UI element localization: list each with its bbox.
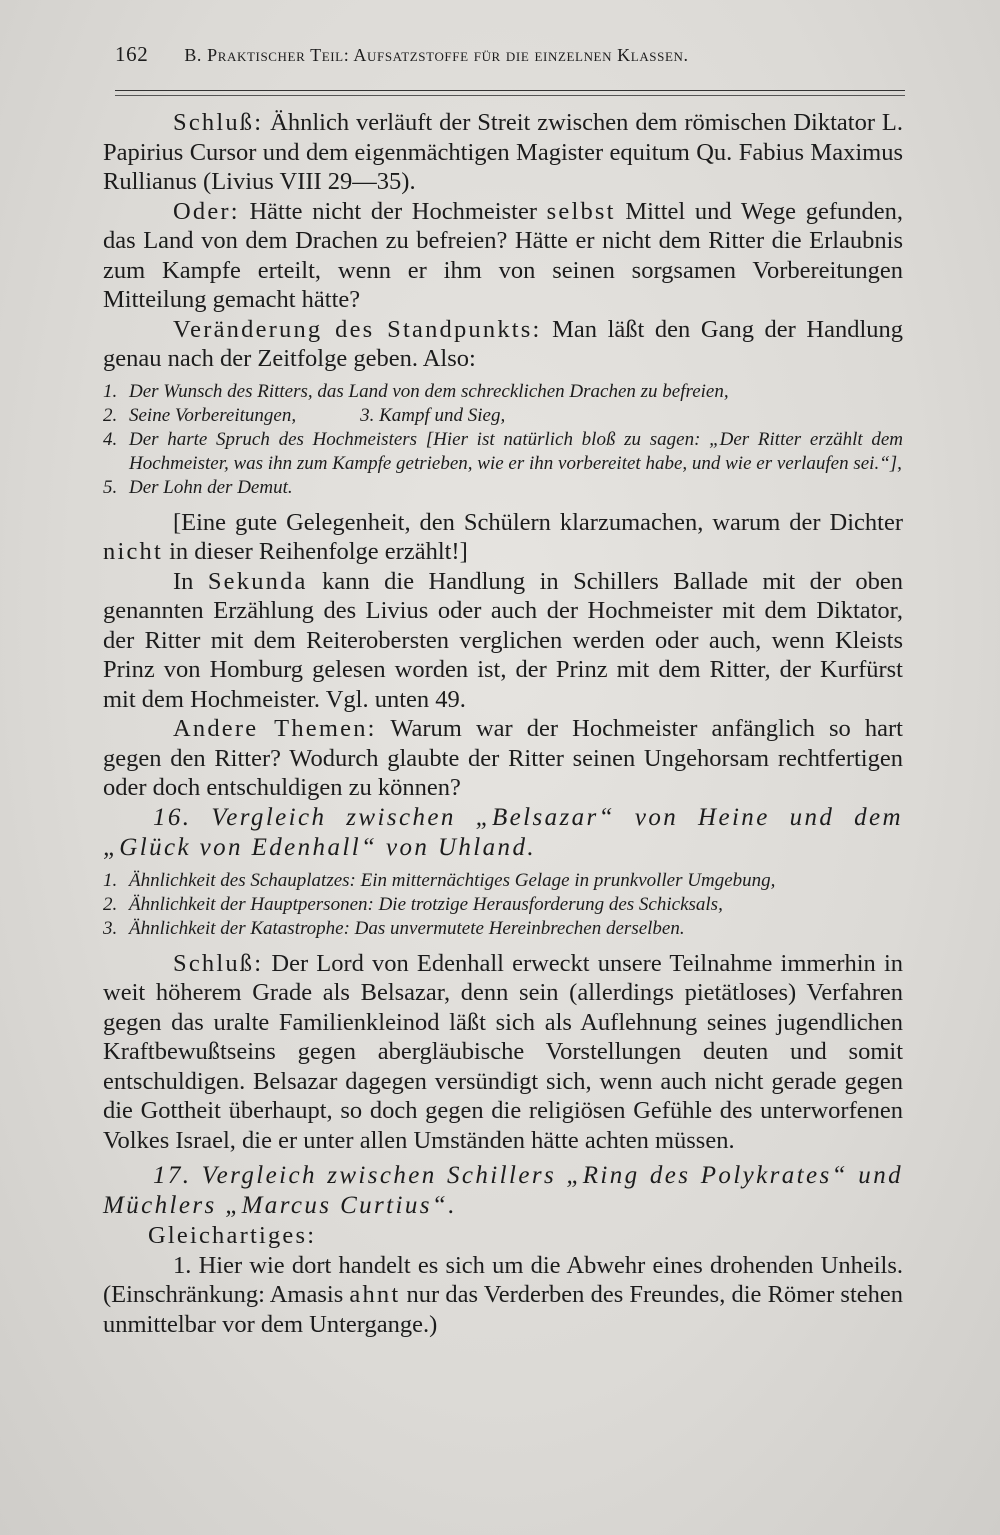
list-item: 2. Seine Vorbereitungen, 3. Kampf und Sieg, [103, 404, 506, 426]
list-item: 3. Ähnlichkeit der Katastrophe: Das unvermutete Hereinbrechen derselben. [103, 917, 685, 939]
list-aehnlichkeiten [103, 869, 903, 941]
list-item: 5. Der Lohn der Demut. [103, 476, 293, 498]
paragraph-schluss: Schluß: Ähnlich verläuft der Streit zwischen dem römischen Diktator L. Papirius Cursor und dem eigenmächtigen Magister equitum Qu. Fabius Maximus Rullianus (Livius VIII 29—35). [103, 109, 903, 195]
paragraph-gelegenheit: [Eine gute Gelegenheit, den Schülern klarzumachen, warum der Dichter nicht in dieser Reihenfolge erzählt!] [103, 508, 903, 565]
page-number: 162 [115, 42, 149, 66]
page-body [103, 108, 903, 1339]
label-andere-themen: Andere Themen: [173, 715, 377, 742]
label-gleichartiges: Gleichartiges: [148, 1222, 317, 1249]
paragraph-standpunkt: Veränderung des Standpunkts: Man läßt den Gang der Handlung genau nach der Zeitfolge geben. Also: [103, 315, 903, 372]
label-oder: Oder: [173, 197, 240, 225]
emphasis-nicht: nicht [103, 538, 163, 565]
section-heading-16: 16. Vergleich zwischen „Belsazar“ von Heine und dem „Glück von Edenhall“ von Uhland. [103, 803, 903, 861]
paragraph-sekunda: In Sekunda kann die Handlung in Schillers Ballade mit der oben genannten Erzählung des Livius oder auch der Hochmeister mit dem Diktator, der Ritter mit dem Reiterobersten verglichen werden oder auch, wenn Kleists Prinz von Homburg gelesen worden ist, der Prinz mit dem Ritter, der Kurfürst mit dem Hochmeister. Vgl. unten 49. [103, 567, 903, 713]
label-sekunda: Sekunda [207, 567, 308, 595]
list-item: 1. Der Wunsch des Ritters, das Land von dem schrecklichen Drachen zu befreien, [103, 380, 729, 402]
paragraph-schluss-edenhall: Schluß: Der Lord von Edenhall erweckt unsere Teilnahme immerhin in weit höherem Grade als Belsazar, denn sein (allerdings pietätloses) Verfahren gegen das uralte Familienkleinod läßt sich als Auflehnung seines jugendlichen Kraftbewußtseins gegen abergläubische Vorstellungen deuten und somit entschuldigen. Belsazar dagegen versündigt sich, wenn auch nicht gerade gegen die Gottheit überhaupt, so doch gegen die religiösen Gefühle des unterworfenen Volkes Israel, die er unter allen Umständen hätte achten müssen. [103, 949, 903, 1154]
label-schluss: Schluß: [173, 949, 264, 977]
list-item: 2. Ähnlichkeit der Hauptpersonen: Die trotzige Herausforderung des Schicksals, [103, 893, 723, 915]
section-heading-17: 17. Vergleich zwischen Schillers „Ring des Polykrates“ und Müchlers „Marcus Curtius“. [103, 1162, 903, 1219]
list-item: 4. Der harte Spruch des Hochmeisters [Hier ist natürlich bloß zu sagen: „Der Ritter erzählt dem Hochmeister, was ihn zum Kampfe getrieben, wie er ihn vorbereitet habe, und wie er verlaufen sei.“], [103, 428, 903, 474]
paragraph-andere-themen: Andere Themen: Warum war der Hochmeister anfänglich so hart gegen den Ritter? Wodurch glaubte der Ritter seinen Ungehorsam rechtfertigen oder doch entschuldigen zu können? [103, 715, 903, 801]
paragraph-oder: Oder: Hätte nicht der Hochmeister selbst Mittel und Wege gefunden, das Land von dem Drachen zu befreien? Hätte er nicht dem Ritter die Erlaubnis zum Kampfe erteilt, wenn er ihm von seinen sorgsamen Vorbereitungen Mitteilung gemacht hätte? [103, 197, 903, 313]
list-zeitfolge [103, 380, 903, 500]
paragraph-gleichartiges [103, 1221, 903, 1251]
running-title: B. Praktischer Teil: Aufsatzstoffe für die einzelnen Klassen. [184, 45, 689, 65]
paragraph-abwehr: 1. Hier wie dort handelt es sich um die Abwehr eines drohenden Unheils. (Einschränkung: Amasis ahnt nur das Verderben des Freundes, die Römer stehen unmittelbar vor dem Untergange.) [103, 1251, 903, 1338]
list-item: 1. Ähnlichkeit des Schauplatzes: Ein mitternächtiges Gelage in prunkvoller Umgebung, [103, 869, 776, 891]
emphasis-ahnt: ahnt [349, 1281, 401, 1308]
emphasis-selbst: selbst [546, 197, 616, 225]
label-standpunkt: Veränderung des Standpunkts: [173, 315, 542, 343]
label-schluss: Schluß: [173, 109, 264, 136]
running-header [115, 42, 905, 67]
header-rule-thin [115, 95, 905, 96]
header-rule-thick [115, 90, 905, 91]
